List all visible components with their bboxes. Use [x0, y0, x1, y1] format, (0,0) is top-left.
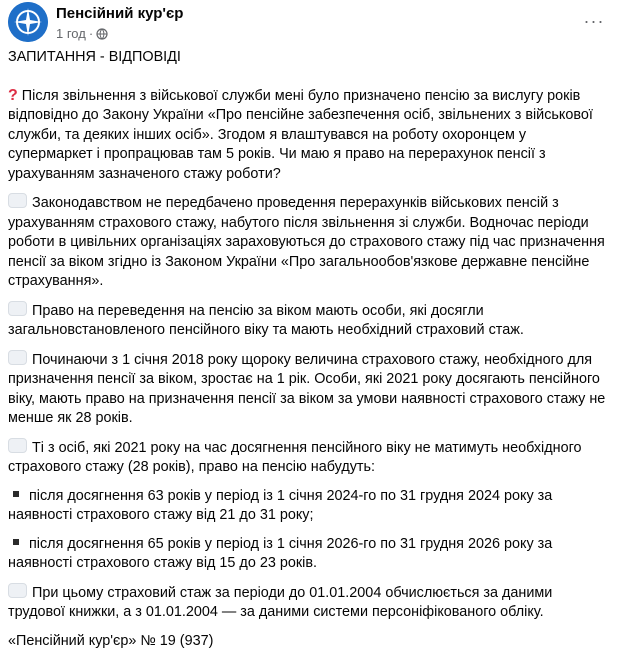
answer-paragraph: [8, 350, 612, 429]
post-title: ЗАПИТАННЯ - ВІДПОВІДІ: [8, 49, 181, 65]
post-time[interactable]: 1 год: [56, 26, 86, 41]
question-text: Після звільнення з військової служби мені було призначено пенсію за вислугу років відповідно до Закону України «Про пенсійне забезпечення осіб, звільнених з військової служби, та деяких інших осіб». Згодом я влаштувався на роботу охоронцем у супермаркет і пропрацював там 5 років. Чи маю я право на перерахунок пенсії з урахуванням зазначеного стажу роботи?: [8, 87, 593, 182]
answer-paragraph: [8, 193, 612, 292]
answer-paragraph: [8, 301, 612, 341]
answer-text: Ті з осіб, які 2021 року на час досягнення пенсійного віку не матимуть необхідного страхового стажу (28 років), право на пенсію набудуть:: [8, 439, 582, 475]
logo-icon: [8, 2, 48, 42]
bullet-text: після досягнення 65 років у період із 1 січня 2026-го по 31 грудня 2026 року за наявності страхового стажу від 15 до 23 років.: [8, 535, 553, 571]
dot-separator: ·: [88, 26, 94, 41]
square-bullet-icon: [13, 491, 19, 497]
answer-text: Законодавством не передбачено проведення перерахунків військових пенсій з урахуванням страхового стажу, набутого після звільнення зі служби. Водночас періоди роботи в цивільних організаціях зараховуються до страхового стажу під час призначення пенсії за віком згідно із Законом України «Про загальнообов'язкове державне пенсійне страхування».: [8, 195, 605, 289]
answer-text: Починаючи з 1 січня 2018 року щороку величина страхового стажу, необхідного для призначення пенсії за віком, зростає на 1 рік. Особи, які 2021 року досягають пенсійного віку, мають право на призначення пенсії за віком за умови наявності страхового стажу не менше як 28 років.: [8, 351, 606, 426]
square-bullet-icon: [13, 539, 19, 545]
bullet-item: [8, 487, 612, 526]
answer-paragraph: [8, 438, 612, 478]
blank-box-icon: [8, 193, 27, 208]
blank-box-icon: [8, 301, 27, 316]
bullet-item: [8, 535, 612, 574]
post-header: [8, 2, 612, 42]
blank-box-icon: [8, 350, 27, 365]
post-signature: «Пенсійний кур'єр» № 19 (937): [8, 632, 214, 649]
globe-icon: [96, 28, 108, 40]
page-avatar[interactable]: [8, 2, 48, 42]
blank-box-icon: [8, 438, 27, 453]
answer-text: При цьому страховий стаж за періоди до 01.01.2004 обчислюється за даними трудової книжки, а з 01.01.2004 — за даними системи персоніфікованого обліку.: [8, 584, 553, 620]
answer-paragraph: [8, 583, 612, 623]
question-icon: ?: [8, 86, 18, 104]
answer-text: Право на переведення на пенсію за віком мають особи, які досягли загальновстановленого пенсійного віку та мають необхідний страховий стаж.: [8, 302, 524, 338]
bullet-text: після досягнення 63 років у період із 1 січня 2024-го по 31 грудня 2024 року за наявності страхового стажу від 21 до 31 року;: [8, 487, 553, 523]
blank-box-icon: [8, 583, 27, 598]
post-text: [8, 48, 612, 660]
more-options-button[interactable]: ···: [583, 11, 605, 32]
post-meta: [56, 24, 108, 44]
page-name[interactable]: Пенсійний кур'єр: [56, 5, 184, 22]
question-paragraph: [8, 86, 612, 185]
